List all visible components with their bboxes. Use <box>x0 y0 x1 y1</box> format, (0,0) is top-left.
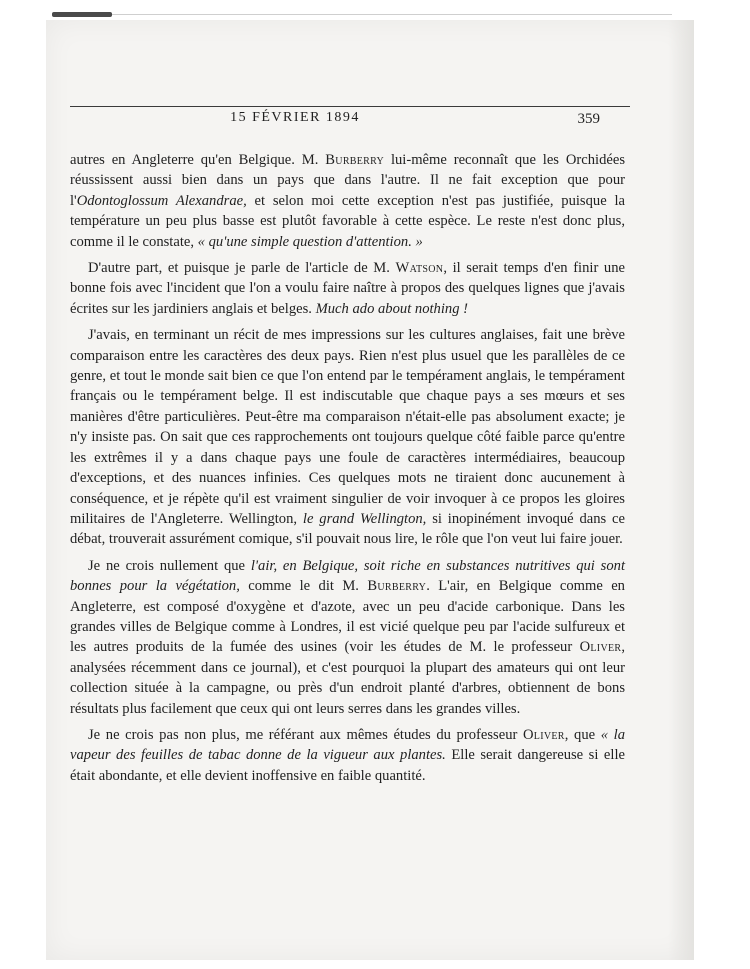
author-name: Watson <box>395 260 444 277</box>
author-name: Burberry <box>367 578 427 595</box>
author-name: Burberry <box>325 152 385 168</box>
text-run: . L'air, en Belgique comme en Angleterre, est composé d'oxygène et d'azote, avec un peu d'acide carbonique. Dans les grandes villes de Belgique comme à Londres, il est vicié quelque peu par l'acide sulfureux et les autres produits de la fumée des usines (voir les études de M. le professeur <box>70 578 625 656</box>
italic-text: Odontoglossum Alexandrae, <box>76 192 247 209</box>
text-run: D'autre part, et puisque je parle de l'article de M. <box>88 260 396 277</box>
running-header <box>70 90 630 130</box>
text-run: lui-même reconnaît que les Orchidées réussissent aussi bien dans un pays que dans l'autre. Il ne fait exception que pour l' <box>70 152 625 209</box>
italic-text: l'air, en Belgique, soit riche en substances nutritives qui sont bonnes pour la végétation, <box>70 557 625 595</box>
text-run: Elle serait dangereuse si elle était abondante, et elle devient inoffensive en faible quantité. <box>70 747 625 784</box>
paragraph <box>70 150 625 252</box>
header-date: 15 FÉVRIER 1894 <box>230 110 360 125</box>
scan-top-edge <box>0 0 750 18</box>
scan-binding-mark <box>52 12 112 17</box>
text-run: si inopinément invoqué dans ce débat, trouverait assurément comique, s'il pouvait nous lire, le rôle que l'on veut lui faire jouer. <box>70 510 625 548</box>
body-text <box>70 150 625 792</box>
italic-text: « qu'une simple question d'attention. » <box>197 233 423 250</box>
paragraph <box>70 325 625 549</box>
text-run: et selon moi cette exception n'est pas justifiée, puisque la température un peu plus basse est plutôt favorable à cette espèce. Le reste n'est donc plus, comme il le constate, <box>70 192 625 250</box>
header-rule <box>70 106 630 107</box>
italic-text: « la vapeur des feuilles de tabac donne de la vigueur aux plantes. <box>70 726 625 764</box>
paragraph <box>70 725 625 786</box>
scan-edge-line <box>112 14 672 15</box>
author-name: Oliver <box>522 726 565 743</box>
italic-text: le grand Wellington, <box>302 510 427 527</box>
page-number: 359 <box>577 111 600 127</box>
text-run: Je ne crois pas non plus, me référant aux mêmes études du professeur <box>88 726 523 743</box>
italic-text: Much ado about nothing ! <box>315 300 469 317</box>
text-run: J'avais, en terminant un récit de mes impressions sur les cultures anglaises, fait une brève comparaison entre les caractères des deux pays. Rien n'est plus usuel que les parallèles de ce genre, et tout le monde sait bien ce que l'on entend par le tempérament anglais, le tempérament français ou le tempérament belge. Il est indiscutable que chaque pays a ses mœurs et ses manières d'être particulières. Peut-être ma comparaison n'était-elle pas absolument exacte; je n'y insiste pas. On sait que ces rapprochements ont toujours quelque côté faible parce qu'entre les extrêmes il y a dans chaque pays une foule de caractères intermédiaires, beaucoup d'exceptions, et des nuances infinies. Ces quelques mots ne tiraient donc aucunement à conséquence, et je répète qu'il est vraiment singulier de voir invoquer à ce propos les gloires militaires de l'Angleterre. Wellington, <box>70 327 625 527</box>
text-run: , que <box>564 726 601 743</box>
paragraph <box>70 556 625 719</box>
text-run: , analysées récemment dans ce journal), et c'est pourquoi la plupart des amateurs qui ont leur collection située à la campagne, ou près d'un endroit planté d'arbres, obtiennent de bons résultats plus facilement que ceux qui ont leurs serres dans les grandes villes. <box>70 639 625 717</box>
text-run: autres en Angleterre qu'en Belgique. M. <box>70 152 326 168</box>
author-name: Oliver <box>579 639 622 656</box>
page-shadow <box>668 20 694 960</box>
text-run: comme le dit M. <box>239 578 368 595</box>
text-run: , il serait temps d'en finir une bonne fois avec l'incident que l'on a voulu faire naître à propos des quelques lignes que j'avais écrites sur les jardiniers anglais et belges. <box>70 260 625 317</box>
paragraph <box>70 258 625 319</box>
text-run: Je ne crois nullement que <box>88 557 251 574</box>
